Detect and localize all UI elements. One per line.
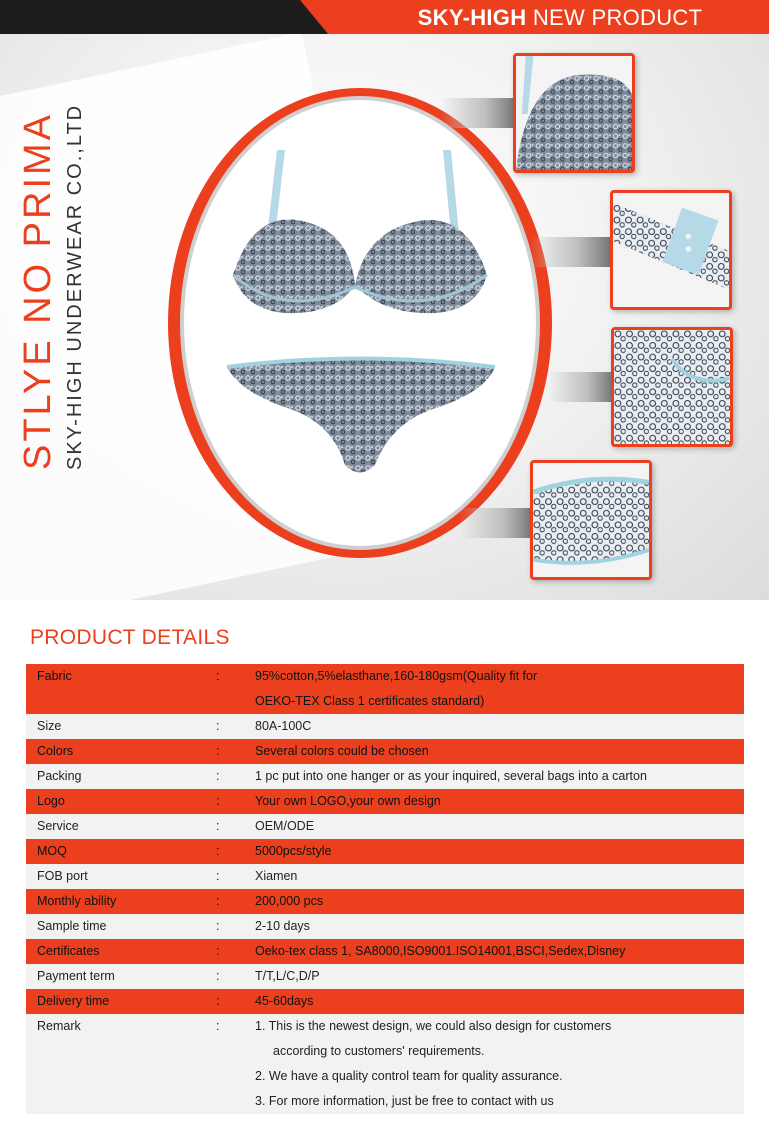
spec-row-sample-time bbox=[26, 914, 744, 939]
header-brand: SKY-HIGH bbox=[417, 5, 527, 30]
spec-value bbox=[255, 814, 744, 839]
spec-colon: : bbox=[216, 719, 220, 733]
spec-row-payment-term bbox=[26, 964, 744, 989]
spec-label: Sample time bbox=[37, 919, 107, 933]
spec-row-monthly-ability bbox=[26, 889, 744, 914]
detail-photo-lace bbox=[611, 327, 733, 447]
spec-colon: : bbox=[216, 794, 220, 808]
spec-colon: : bbox=[216, 744, 220, 758]
spec-value-line: 2-10 days bbox=[255, 919, 310, 933]
spec-table bbox=[26, 664, 744, 1114]
spec-value bbox=[255, 764, 744, 789]
spec-label: Fabric bbox=[37, 669, 72, 683]
spec-value-line: according to customers' requirements. bbox=[273, 1044, 485, 1058]
spec-value bbox=[255, 864, 744, 889]
spec-value bbox=[255, 914, 744, 939]
header-title bbox=[360, 4, 760, 32]
style-title: STLYE NO PRIMA bbox=[17, 111, 59, 470]
spec-value bbox=[255, 714, 744, 739]
spec-label: Payment term bbox=[37, 969, 115, 983]
spec-value-line: 1. This is the newest design, we could also design for customers bbox=[255, 1019, 612, 1033]
spec-value bbox=[255, 1014, 744, 1114]
spec-row-delivery-time bbox=[26, 989, 744, 1014]
spec-colon: : bbox=[216, 844, 220, 858]
detail-photo-waistband bbox=[530, 460, 652, 580]
spec-label: Delivery time bbox=[37, 994, 110, 1008]
spec-colon: : bbox=[216, 1019, 220, 1033]
spec-value bbox=[255, 889, 744, 914]
spec-label: FOB port bbox=[37, 869, 88, 883]
spec-value-line: Several colors could be chosen bbox=[255, 744, 429, 758]
spec-row-remark bbox=[26, 1014, 744, 1114]
spec-value-line: 2. We have a quality control team for quality assurance. bbox=[255, 1069, 563, 1083]
spec-colon: : bbox=[216, 994, 220, 1008]
bra-cup-left bbox=[233, 219, 355, 313]
spec-label: Logo bbox=[37, 794, 65, 808]
company-name: SKY-HIGH UNDERWEAR CO.,LTD bbox=[64, 103, 86, 470]
spec-colon: : bbox=[216, 869, 220, 883]
spec-value-line: 95%cotton,5%elasthane,160-180gsm(Quality fit for bbox=[255, 669, 538, 683]
spec-value bbox=[255, 964, 744, 989]
spec-row-service bbox=[26, 814, 744, 839]
spec-value bbox=[255, 839, 744, 864]
spec-label: MOQ bbox=[37, 844, 67, 858]
spec-colon: : bbox=[216, 894, 220, 908]
detail-photo-hook bbox=[610, 190, 732, 310]
spec-value-line: Xiamen bbox=[255, 869, 298, 883]
detail-photo-cup bbox=[513, 53, 635, 173]
connector-line bbox=[460, 508, 532, 538]
spec-colon: : bbox=[216, 969, 220, 983]
spec-value-line: 80A-100C bbox=[255, 719, 312, 733]
spec-label: Certificates bbox=[37, 944, 100, 958]
spec-row-size bbox=[26, 714, 744, 739]
spec-colon: : bbox=[216, 944, 220, 958]
spec-label: Colors bbox=[37, 744, 74, 758]
spec-label: Monthly ability bbox=[37, 894, 117, 908]
spec-value bbox=[255, 989, 744, 1014]
thong bbox=[227, 359, 495, 473]
spec-row-certificates bbox=[26, 939, 744, 964]
spec-colon: : bbox=[216, 769, 220, 783]
spec-value-line: 45-60days bbox=[255, 994, 314, 1008]
spec-row-fabric bbox=[26, 664, 744, 714]
spec-row-packing bbox=[26, 764, 744, 789]
header-title-rest: NEW PRODUCT bbox=[532, 5, 703, 30]
section-title: PRODUCT DETAILS bbox=[30, 626, 230, 649]
spec-value-line: Your own LOGO,your own design bbox=[255, 794, 441, 808]
spec-row-moq bbox=[26, 839, 744, 864]
spec-value-line: 5000pcs/style bbox=[255, 844, 332, 858]
spec-value bbox=[255, 789, 744, 814]
connector-line bbox=[548, 372, 613, 402]
spec-row-fob-port bbox=[26, 864, 744, 889]
spec-value bbox=[255, 739, 744, 764]
spec-value-line: Oeko-tex class 1, SA8000,ISO9001.ISO14001,BSCI,Sedex,Disney bbox=[255, 944, 626, 958]
spec-value-line: T/T,L/C,D/P bbox=[255, 969, 320, 983]
spec-value bbox=[255, 939, 744, 964]
spec-label: Service bbox=[37, 819, 79, 833]
spec-value-line: 3. For more information, just be free to contact with us bbox=[255, 1094, 554, 1108]
spec-colon: : bbox=[216, 819, 220, 833]
spec-value-line: 200,000 pcs bbox=[255, 894, 324, 908]
spec-label: Size bbox=[37, 719, 62, 733]
spec-row-colors bbox=[26, 739, 744, 764]
spec-colon: : bbox=[216, 669, 220, 683]
spec-label: Remark bbox=[37, 1019, 81, 1033]
spec-row-logo bbox=[26, 789, 744, 814]
connector-line bbox=[530, 237, 610, 267]
spec-label: Packing bbox=[37, 769, 82, 783]
product-photo-bra-set bbox=[215, 135, 505, 515]
spec-value-line: 1 pc put into one hanger or as your inquired, several bags into a carton bbox=[255, 769, 647, 783]
connector-line bbox=[440, 98, 515, 128]
spec-value-line: OEM/ODE bbox=[255, 819, 315, 833]
spec-colon: : bbox=[216, 919, 220, 933]
spec-value bbox=[255, 664, 744, 714]
spec-value-line: OEKO-TEX Class 1 certificates standard) bbox=[255, 694, 485, 708]
